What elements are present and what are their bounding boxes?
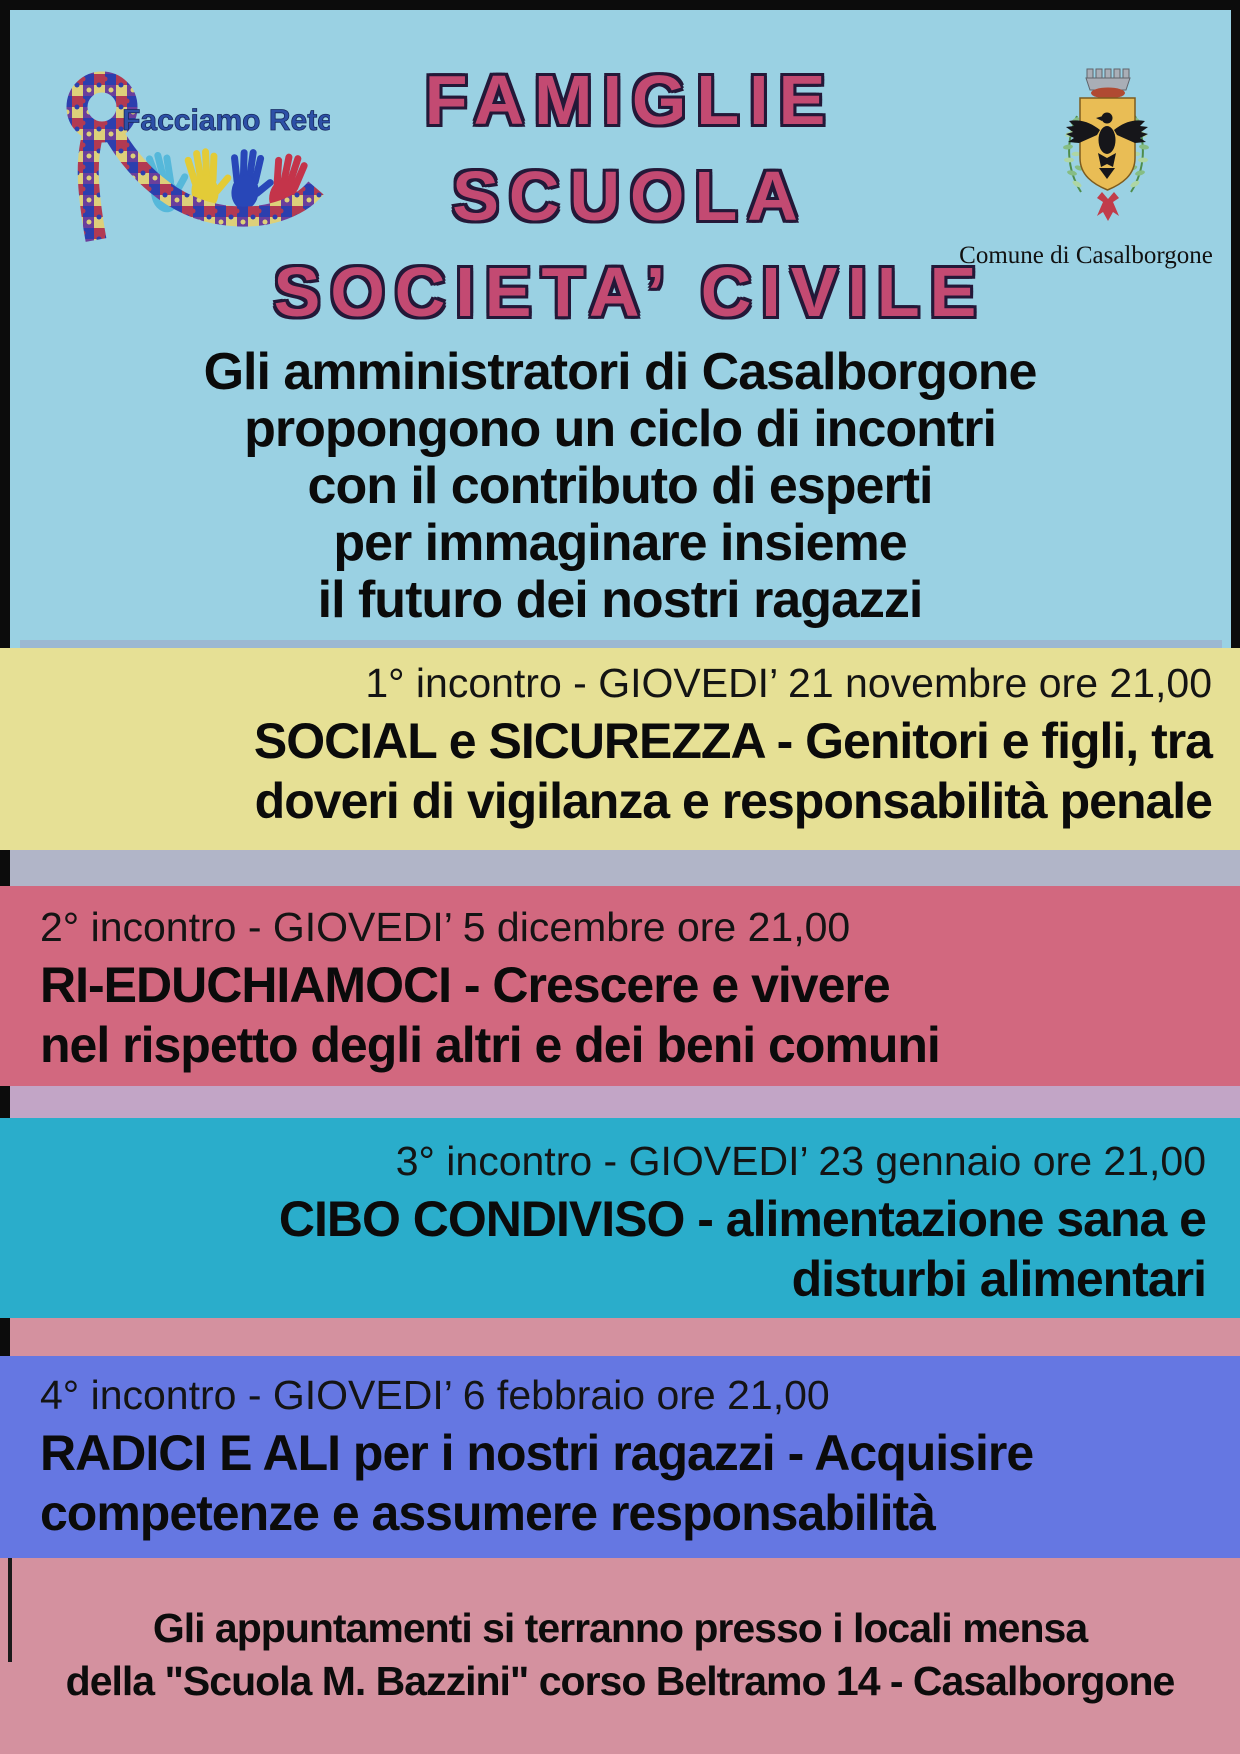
intro-line: per immaginare insieme: [333, 514, 907, 572]
event-1-title-line: SOCIAL e SICUREZZA - Genitori e figli, tra: [253, 713, 1212, 769]
title-line-societa-civile: SOCIETA’ CIVILE: [273, 253, 987, 331]
band-separator: [0, 850, 1240, 886]
event-4-title-line: RADICI E ALI per i nostri ragazzi - Acquisire: [40, 1425, 1034, 1481]
event-band-3: [0, 1118, 1240, 1318]
event-4-title-line: competenze e assumere responsabilità: [40, 1485, 935, 1541]
event-band-1: [0, 648, 1240, 850]
event-3-title-line: disturbi alimentari: [791, 1251, 1206, 1307]
ribbon-left-tail: [88, 130, 96, 240]
band-separator: [0, 1086, 1240, 1118]
intro-line: propongono un ciclo di incontri: [244, 400, 996, 458]
event-3-header: 3° incontro - GIOVEDI’ 23 gennaio ore 21,00: [395, 1138, 1206, 1184]
event-3-title-line: CIBO CONDIVISO - alimentazione sana e: [278, 1191, 1206, 1247]
event-band-4: [0, 1356, 1240, 1558]
title-line-famiglie: FAMIGLIE: [424, 61, 836, 139]
intro-paragraph: [0, 344, 1240, 629]
footer-band: [0, 1558, 1240, 1754]
event-2-header: 2° incontro - GIOVEDI’ 5 dicembre ore 21,00: [40, 904, 851, 950]
intro-line: con il contributo di esperti: [307, 457, 933, 515]
ribbon-bow-icon: [1097, 192, 1119, 221]
title-line-scuola: SCUOLA: [452, 157, 808, 235]
event-1-title-line: doveri di vigilanza e responsabilità penale: [254, 773, 1212, 829]
poster-title: [150, 52, 1110, 340]
intro-line: il futuro dei nostri ragazzi: [317, 571, 923, 629]
band-separator: [0, 1318, 1240, 1356]
event-2-title-line: RI-EDUCHIAMOCI - Crescere e vivere: [40, 957, 890, 1013]
municipality-crest: [1041, 64, 1171, 236]
event-band-2: [0, 886, 1240, 1086]
intro-line: Gli amministratori di Casalborgone: [203, 343, 1037, 401]
footer-left-edge: [8, 1558, 12, 1662]
crown-icon: [1086, 69, 1130, 90]
event-4-header: 4° incontro - GIOVEDI’ 6 febbraio ore 21,00: [40, 1372, 830, 1418]
crown-cushion: [1091, 88, 1125, 99]
coat-of-arms-icon: [1041, 64, 1171, 236]
facciamo-rete-label: Facciamo Rete: [122, 104, 330, 137]
footer-line: Gli appuntamenti si terranno presso i locali mensa: [152, 1605, 1088, 1651]
event-2-title-line: nel rispetto degli altri e dei beni comuni: [40, 1017, 940, 1073]
footer-line: della "Scuola M. Bazzini" corso Beltramo 14 - Casalborgone: [65, 1658, 1175, 1704]
municipality-name: Comune di Casalborgone: [959, 242, 1213, 269]
event-1-header: 1° incontro - GIOVEDI’ 21 novembre ore 21,00: [365, 660, 1212, 706]
